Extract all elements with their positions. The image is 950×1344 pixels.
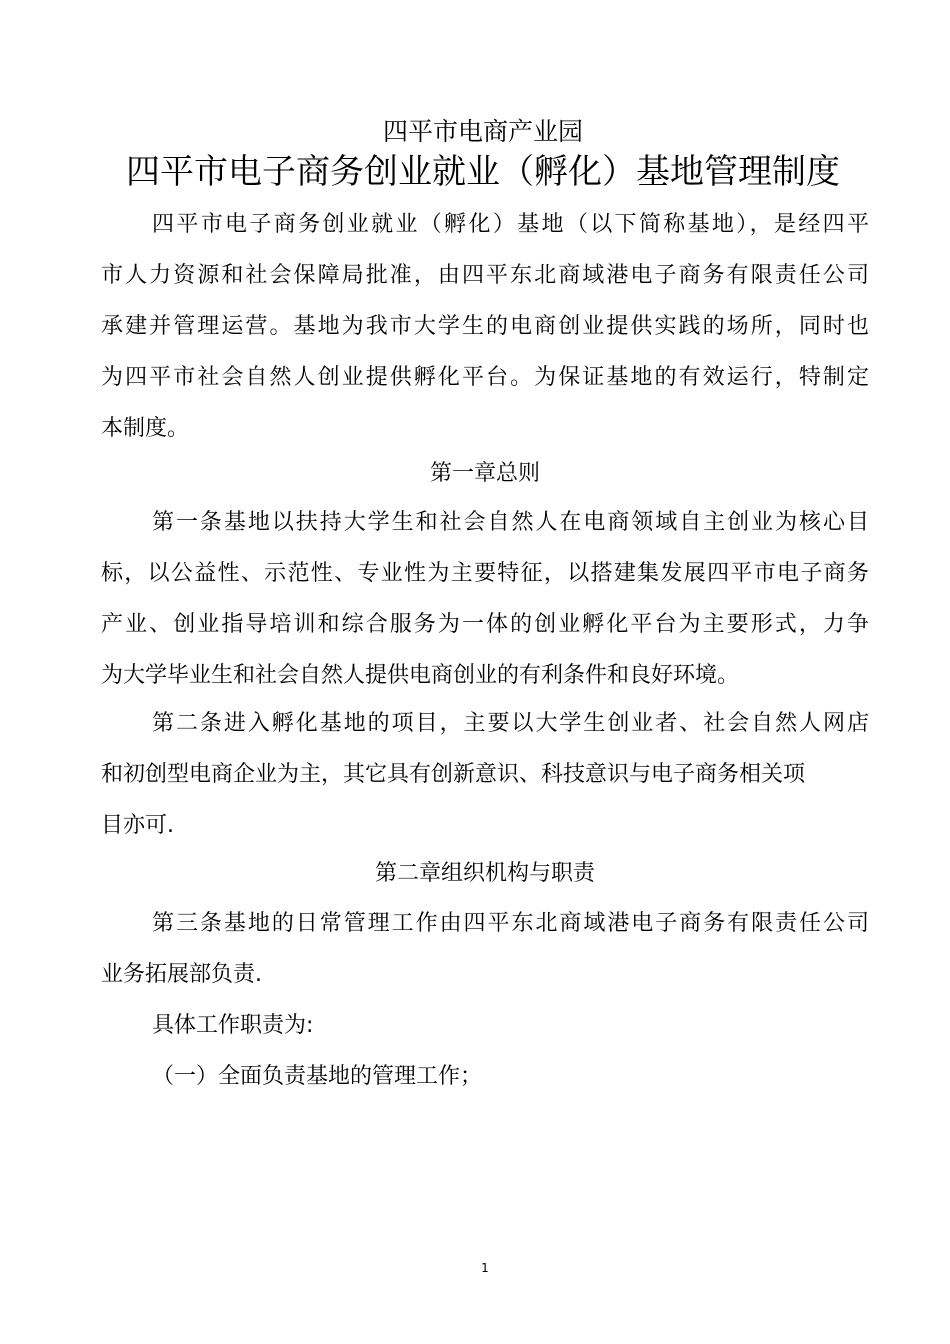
paragraph-line: 具体工作职责为:	[152, 1013, 314, 1038]
paragraph-line: 第三条基地的日常管理工作由四平东北商域港电子商务有限责任公司	[152, 911, 869, 936]
page-number: 1	[481, 1261, 489, 1275]
document-subtitle: 四平市电商产业园	[382, 117, 583, 146]
paragraph-line: 目亦可.	[101, 813, 174, 838]
article-three-paragraph	[101, 898, 869, 1102]
paragraph-line: 四平市电子商务创业就业（孵化）基地（以下简称基地），是经四平	[152, 212, 869, 237]
chapter-one-heading-block	[101, 448, 869, 499]
paragraph-line: （一）全面负责基地的管理工作；	[152, 1064, 483, 1089]
chapter-heading: 第一章总则	[429, 461, 540, 486]
paragraph-line: 为四平市社会自然人创业提供孵化平台。为保证基地的有效运行，特制定	[101, 365, 869, 390]
paragraph-line: 市人力资源和社会保障局批准，由四平东北商域港电子商务有限责任公司	[101, 263, 869, 288]
paragraph-line: 业务拓展部负责.	[101, 962, 262, 987]
intro-paragraph	[101, 199, 869, 454]
chapter-two-heading-block	[101, 848, 869, 899]
article-two-paragraph	[101, 698, 869, 851]
chapter-heading: 第二章组织机构与职责	[374, 861, 595, 886]
paragraph-line: 和初创型电商企业为主，其它具有创新意识、科技意识与电子商务相关项	[101, 762, 806, 787]
paragraph-line: 第二条进入孵化基地的项目，主要以大学生创业者、社会自然人网店	[152, 711, 869, 736]
paragraph-line: 为大学毕业生和社会自然人提供电商创业的有利条件和良好环境。	[101, 663, 740, 688]
paragraph-line: 本制度。	[101, 416, 190, 441]
paragraph-line: 标，以公益性、示范性、专业性为主要特征，以搭建集发展四平市电子商务	[101, 561, 869, 586]
paragraph-line: 第一条基地以扶持大学生和社会自然人在电商领域自主创业为核心目	[152, 510, 869, 535]
paragraph-line: 产业、创业指导培训和综合服务为一体的创业孵化平台为主要形式，力争	[101, 612, 869, 637]
paragraph-line: 承建并管理运营。基地为我市大学生的电商创业提供实践的场所，同时也	[101, 314, 869, 339]
document-title: 四平市电子商务创业就业（孵化）基地管理制度	[126, 152, 840, 192]
article-one-paragraph	[101, 497, 869, 701]
